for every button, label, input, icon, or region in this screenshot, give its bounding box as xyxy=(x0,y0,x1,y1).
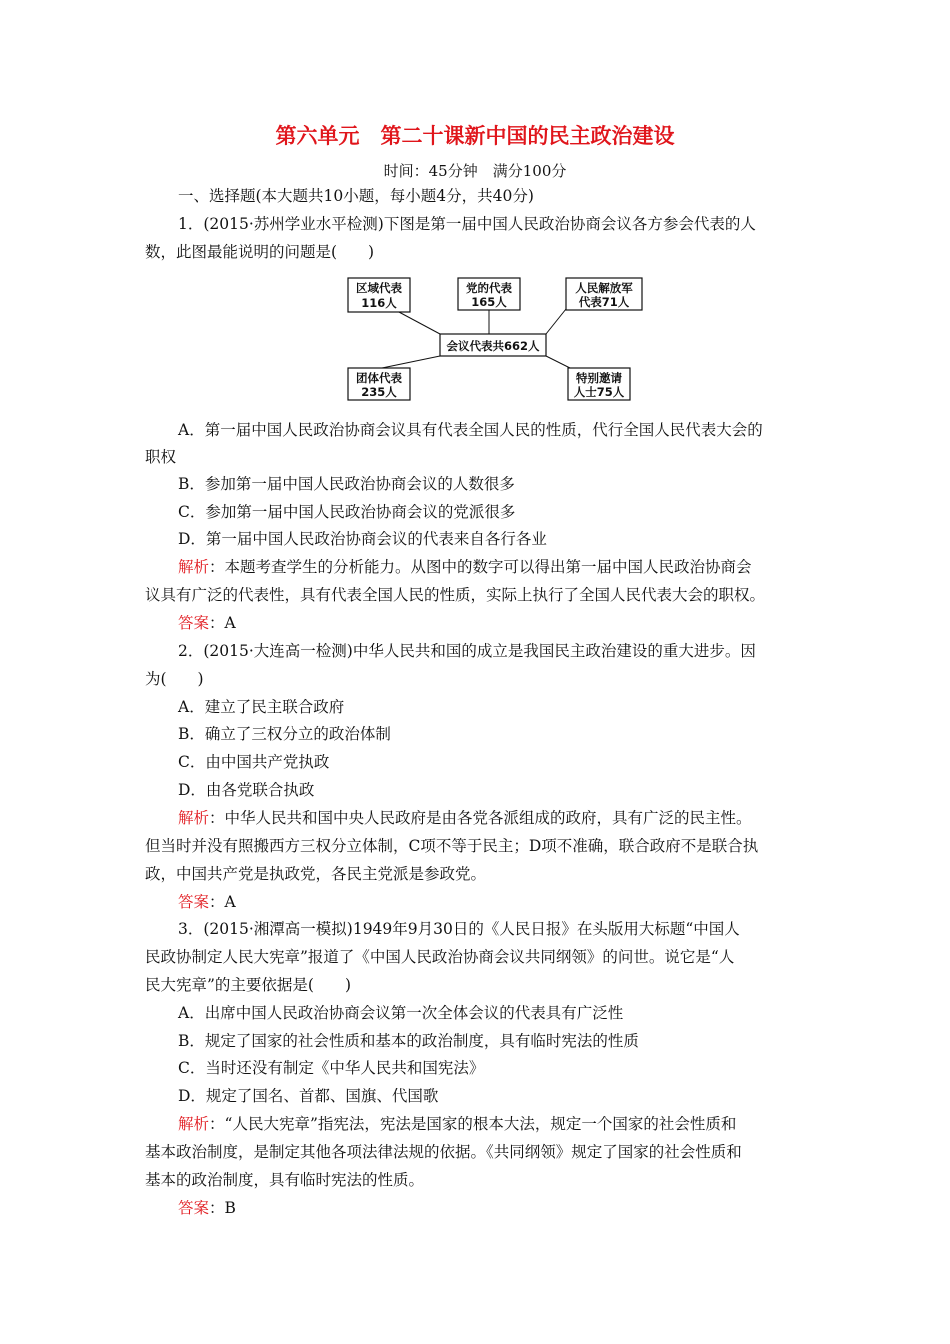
box-party-delegates xyxy=(458,278,520,310)
box-group-delegates xyxy=(348,368,410,400)
answer-label: 答案 xyxy=(178,1199,210,1217)
box-label: 人民解放军 xyxy=(575,281,633,295)
q2-analysis-line2: 但当时并没有照搬西方三权分立体制，C项不等于民主；D项不准确，联合政府不是联合执 xyxy=(145,837,759,855)
answer-value: ：A xyxy=(209,893,236,911)
q3-stem-line2: 民政协制定人民大宪章”报道了《中国人民政治协商会议共同纲领》的问世。说它是“人 xyxy=(145,948,735,966)
q2-analysis-line3: 政，中国共产党是执政党，各民主党派是参政党。 xyxy=(145,865,487,883)
q2-option-b: B．确立了三权分立的政治体制 xyxy=(178,725,391,743)
q1-answer xyxy=(178,613,236,633)
q3-analysis-line3: 基本的政治制度，具有临时宪法的性质。 xyxy=(145,1171,425,1189)
answer-value: ：A xyxy=(209,614,236,632)
analysis-label: 解析 xyxy=(178,1115,210,1133)
box-label: 区域代表 xyxy=(356,281,402,295)
q1-stem-line1: 1．(2015·苏州学业水平检测)下图是第一届中国人民政治协商会议各方参会代表的人 xyxy=(178,215,756,233)
q2-option-d: D．由各党联合执政 xyxy=(178,781,315,799)
q3-option-c: C．当时还没有制定《中华人民共和国宪法》 xyxy=(178,1059,485,1077)
q1-option-d: D．第一届中国人民政治协商会议的代表来自各行各业 xyxy=(178,530,547,548)
q2-stem-line2: 为( ) xyxy=(145,670,204,688)
q3-analysis-line2: 基本政治制度，是制定其他各项法律法规的依据。《共同纲领》规定了国家的社会性质和 xyxy=(145,1143,742,1161)
q3-stem-line3: 民大宪章”的主要依据是( ) xyxy=(145,976,352,994)
q1-stem-line2: 数，此图最能说明的问题是( ) xyxy=(145,243,375,261)
analysis-text: ：中华人民共和国中央人民政府是由各党各派组成的政府，具有广泛的民主性。 xyxy=(209,809,752,827)
analysis-label: 解析 xyxy=(178,809,210,827)
q1-option-a-line2: 职权 xyxy=(145,448,177,466)
q1-option-a-line1: A．第一届中国人民政治协商会议具有代表全国人民的性质，代行全国人民代表大会的 xyxy=(178,421,763,439)
analysis-text: ：“人民大宪章”指宪法，宪法是国家的根本大法，规定一个国家的社会性质和 xyxy=(209,1115,737,1133)
q3-answer xyxy=(178,1198,236,1218)
q2-option-a: A．建立了民主联合政府 xyxy=(178,698,345,716)
q2-option-c: C．由中国共产党执政 xyxy=(178,753,330,771)
box-invited-delegates xyxy=(568,368,630,400)
q3-stem-line1: 3．(2015·湘潭高一模拟)1949年9月30日的《人民日报》在头版用大标题“中国人 xyxy=(178,920,740,938)
q1-option-b: B．参加第一届中国人民政治协商会议的人数很多 xyxy=(178,475,515,493)
box-count: 165人 xyxy=(471,295,507,309)
q1-analysis-line1 xyxy=(178,557,752,577)
q3-option-a: A．出席中国人民政治协商会议第一次全体会议的代表具有广泛性 xyxy=(178,1004,624,1022)
answer-label: 答案 xyxy=(178,893,210,911)
time-score-info: 时间：45分钟 满分100分 xyxy=(383,162,567,180)
box-label: 特别邀请 xyxy=(576,371,622,385)
q1-option-c: C．参加第一届中国人民政治协商会议的党派很多 xyxy=(178,503,516,521)
connector-line xyxy=(382,356,440,368)
connector-line xyxy=(546,356,570,368)
box-label: 团体代表 xyxy=(356,371,402,385)
center-label: 会议代表共662人 xyxy=(446,339,540,353)
delegates-diagram xyxy=(342,274,644,402)
box-label: 党的代表 xyxy=(466,281,512,295)
box-total-delegates xyxy=(440,334,546,356)
answer-value: ：B xyxy=(209,1199,236,1217)
q1-analysis-line2: 议具有广泛的代表性，具有代表全国人民的性质，实际上执行了全国人民代表大会的职权。 xyxy=(145,586,766,604)
analysis-label: 解析 xyxy=(178,558,210,576)
box-count: 116人 xyxy=(361,296,397,310)
box-count: 代表71人 xyxy=(578,295,630,309)
box-regional-delegates xyxy=(348,278,410,312)
page-title: 第六单元 第二十课新中国的民主政治建设 xyxy=(275,124,675,148)
q3-option-d: D．规定了国名、首都、国旗、代国歌 xyxy=(178,1087,439,1105)
box-count: 235人 xyxy=(361,385,397,399)
box-count: 人士75人 xyxy=(573,385,625,399)
q2-stem-line1: 2．(2015·大连高一检测)中华人民共和国的成立是我国民主政治建设的重大进步。因 xyxy=(178,642,756,660)
analysis-text: ：本题考查学生的分析能力。从图中的数字可以得出第一届中国人民政治协商会 xyxy=(209,558,752,576)
answer-label: 答案 xyxy=(178,614,210,632)
box-pla-delegates xyxy=(566,278,642,310)
q3-option-b: B．规定了国家的社会性质和基本的政治制度，具有临时宪法的性质 xyxy=(178,1032,639,1050)
q2-analysis-line1 xyxy=(178,808,752,828)
q2-answer xyxy=(178,892,236,912)
section-heading: 一、选择题(本大题共10小题，每小题4分，共40分) xyxy=(178,187,534,205)
q3-analysis-line1 xyxy=(178,1114,736,1134)
